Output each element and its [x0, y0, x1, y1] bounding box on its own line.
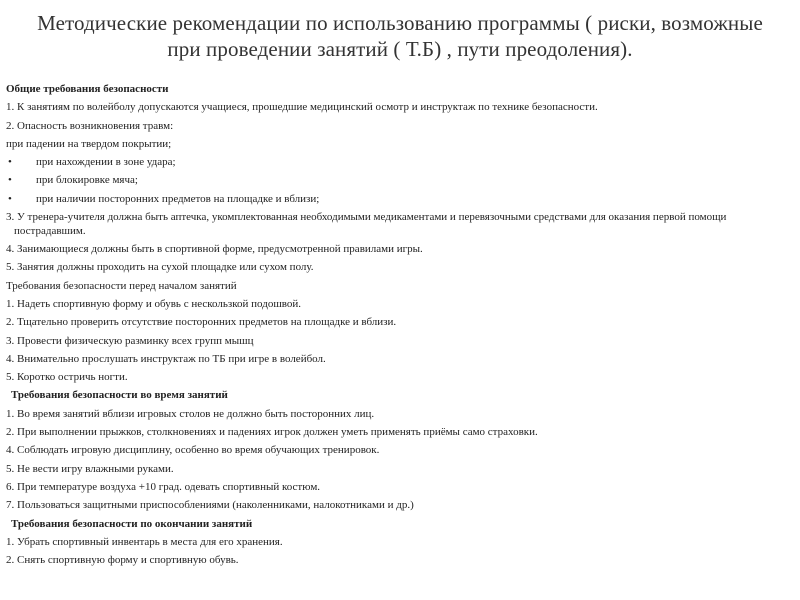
general-item-5: 5. Занятия должны проходить на сухой площадке или сухом полу.	[6, 261, 314, 274]
after-item: 1. Убрать спортивный инвентарь в места для его хранения.	[6, 535, 283, 548]
section-heading-during: Требования безопасности во время занятий	[11, 389, 228, 402]
bullet-text: при блокировке мяча;	[36, 174, 138, 187]
slide-body	[6, 80, 792, 569]
before-item: 4. Внимательно прослушать инструктаж по ТБ при игре в волейбол.	[6, 352, 326, 365]
general-item-1: 1. К занятиям по волейболу допускаются учащиеся, прошедшие медицинский осмотр и инструктаж по технике безопасности.	[6, 101, 598, 114]
bullet-text: при наличии посторонних предметов на площадке и вблизи;	[36, 192, 320, 205]
before-item: 5. Коротко остричь ногти.	[6, 371, 128, 384]
during-item: 4. Соблюдать игровую дисциплину, особенно во время обучающих тренировок.	[6, 444, 380, 457]
bullet-item	[6, 171, 792, 189]
before-item: 3. Провести физическую разминку всех групп мышц	[6, 334, 254, 347]
bullet-marker: •	[8, 192, 12, 205]
slide-title	[10, 10, 790, 62]
general-item-2: 2. Опасность возникновения травм:	[6, 119, 174, 132]
general-item-4: 4. Занимающиеся должны быть в спортивной форме, предусмотренной правилами игры.	[6, 243, 423, 256]
during-item: 6. При температуре воздуха +10 град. одевать спортивный костюм.	[6, 480, 321, 493]
during-item: 1. Во время занятий вблизи игровых столов не должно быть посторонних лиц.	[6, 407, 375, 420]
before-item: 1. Надеть спортивную форму и обувь с нескользкой подошвой.	[6, 297, 302, 310]
section-heading-before: Требования безопасности перед началом занятий	[6, 279, 237, 292]
after-item: 2. Снять спортивную форму и спортивную обувь.	[6, 554, 239, 567]
bullet-item	[6, 190, 792, 208]
general-item-3: 3. У тренера-учителя должна быть аптечка, укомплектованная необходимыми медикаментами и перевязочными средствами для оказания первой помощи пострадавшим.	[6, 211, 727, 238]
bullet-marker: •	[8, 174, 12, 187]
bullet-item	[6, 153, 792, 171]
title-line-1: Методические рекомендации по использованию программы ( риски, возможные	[37, 11, 763, 35]
general-fall-line: при падении на твердом покрытии;	[6, 137, 172, 150]
during-item: 2. При выполнении прыжков, столкновениях и падениях игрок должен уметь применять приёмы само страховки.	[6, 426, 538, 439]
before-item: 2. Тщательно проверить отсутствие посторонних предметов на площадке и вблизи.	[6, 316, 397, 329]
title-line-2: при проведении занятий ( Т.Б) , пути преодоления).	[167, 37, 633, 61]
during-item: 5. Не вести игру влажными руками.	[6, 462, 174, 475]
bullet-text: при нахождении в зоне удара;	[36, 156, 176, 169]
bullet-marker: •	[8, 156, 12, 169]
section-heading-after: Требования безопасности по окончании занятий	[11, 517, 253, 530]
section-heading-general: Общие требования безопасности	[6, 83, 169, 95]
during-item: 7. Пользоваться защитными приспособлениями (наколенниками, налокотниками и др.)	[6, 499, 414, 512]
